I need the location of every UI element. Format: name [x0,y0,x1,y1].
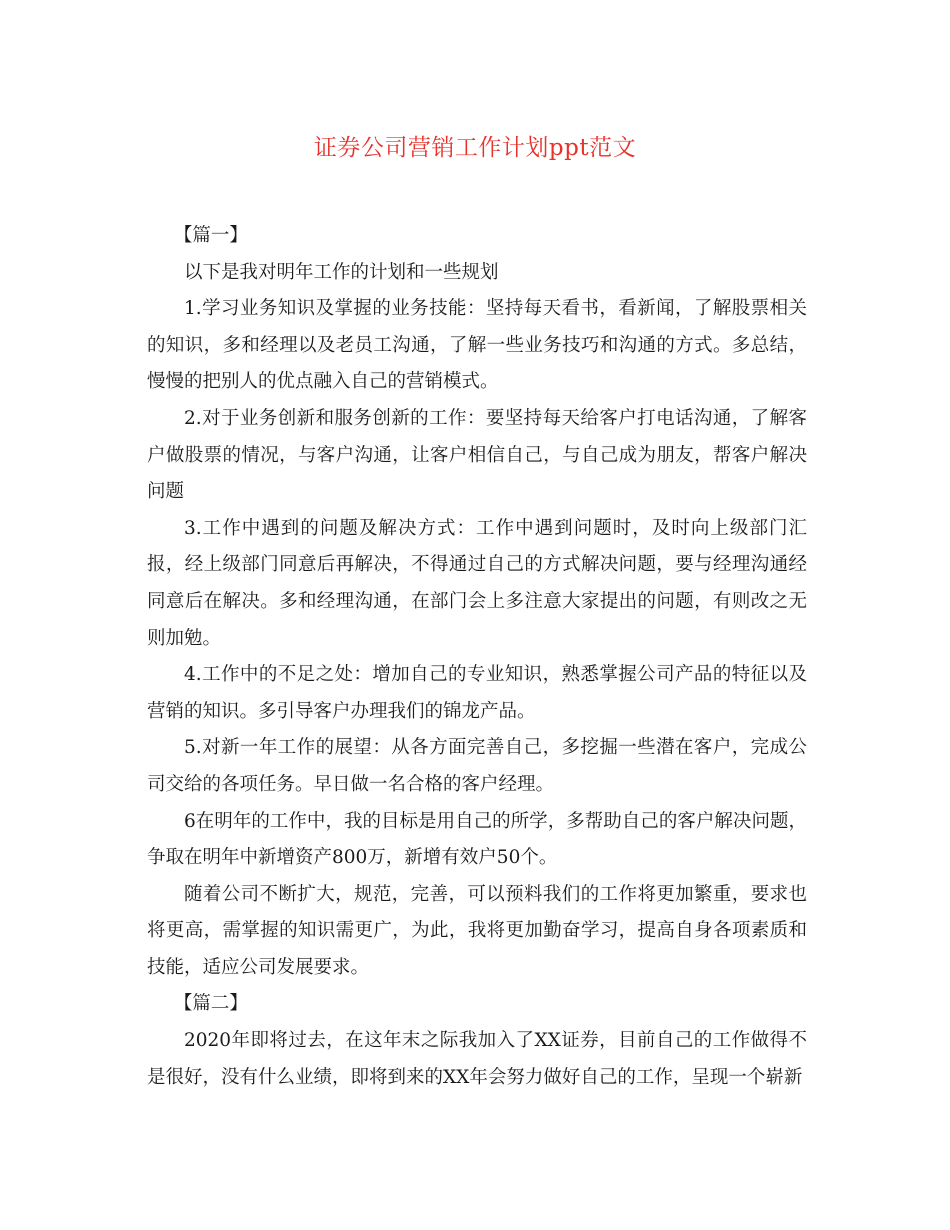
paragraph: 4.工作中的不足之处：增加自己的专业知识，熟悉掌握公司产品的特征以及营销的知识。多引导客户办理我们的锦龙产品。 [147,664,807,722]
paragraph: 6在明年的工作中，我的目标是用自己的所学，多帮助自己的客户解决问题，争取在明年中新增资产800万，新增有效户50个。 [147,810,807,869]
section-heading: 【篇二】 [173,993,248,1015]
paragraph: 2.对于业务创新和服务创新的工作：要坚持每天给客户打电话沟通，了解客户做股票的情况，与客户沟通，让客户相信自己，与自己成为朋友，帮客户解决问题 [147,407,807,503]
paragraph: 1.学习业务知识及掌握的业务技能：坚持每天看书，看新闻，了解股票相关的知识，多和经理以及老员工沟通，了解一些业务技巧和沟通的方式。多总结，慢慢的把别人的优点融入自己的营销模式。 [147,298,807,393]
paragraph: 5.对新一年工作的展望：从各方面完善自己，多挖掘一些潜在客户，完成公司交给的各项任务。早日做一名合格的客户经理。 [147,737,807,795]
paragraph: 3.工作中遇到的问题及解决方式：工作中遇到问题时，及时向上级部门汇报，经上级部门同意后再解决，不得通过自己的方式解决问题，要与经理沟通经同意后在解决。多和经理沟通，在部门会上多注意大家提出的问题，有则改之无则加勉。 [147,517,807,649]
document-body [147,218,807,1096]
document-title: 证券公司营销工作计划ppt范文 [313,135,637,161]
paragraph: 2020年即将过去，在这年末之际我加入了XX证券，目前自己的工作做得不是很好，没有什么业绩，即将到来的XX年会努力做好自己的工作，呈现一个崭新 [147,1030,807,1088]
paragraph: 随着公司不断扩大，规范，完善，可以预料我们的工作将更加繁重，要求也将更高，需掌握的知识需更广，为此，我将更加勤奋学习，提高自身各项素质和技能，适应公司发展要求。 [147,883,807,978]
paragraph: 以下是我对明年工作的计划和一些规划 [184,261,499,283]
section-heading: 【篇一】 [173,225,248,246]
